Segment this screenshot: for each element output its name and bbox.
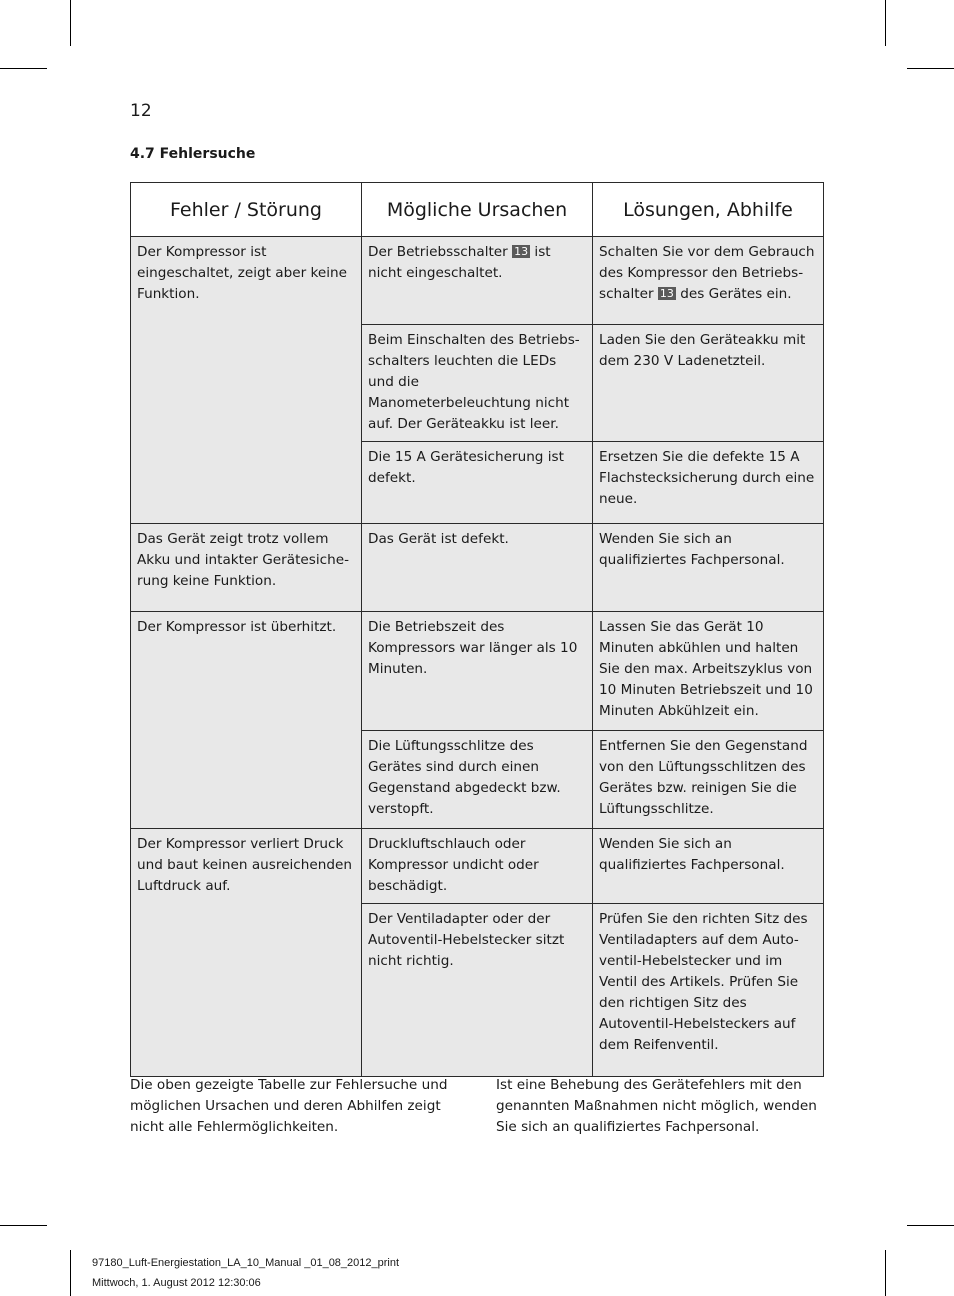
solution-cell: Ersetzen Sie die defekte 15 A Flachstecksicherung durch eine neue. (593, 442, 824, 524)
troubleshooting-table (130, 182, 824, 1077)
crop-mark-top-right-v (885, 0, 886, 46)
solution-cell: Lassen Sie das Gerät 10 Minuten abkühlen und halten Sie den max. Arbeitszyklus von 10 Minuten Betriebszeit und 10 Minuten Abkühlzeit ein. (593, 612, 824, 731)
table-row (131, 237, 824, 325)
solution-cell: Laden Sie den Geräteakku mit dem 230 V Ladenetzteil. (593, 325, 824, 442)
cause-cell: Druckluftschlauch oder Kompressor undicht oder beschädigt. (362, 829, 593, 904)
reference-number-badge: 13 (514, 245, 529, 258)
table-row (131, 524, 824, 612)
crop-mark-bottom-right-h (907, 1225, 954, 1226)
section-title: 4.7 Fehlersuche (130, 146, 256, 162)
solution-cell (593, 237, 824, 325)
header-solution: Lösungen, Abhilfe (593, 183, 824, 237)
footer-date: Mittwoch, 1. August 2012 12:30:06 (92, 1277, 261, 1289)
solution-text: Schalten Sie vor dem Gebrauch des Kompressor den Betriebsschalter (599, 244, 815, 302)
note-left: Die oben gezeigte Tabelle zur Fehlersuche und möglichen Ursachen und deren Abhilfen zeigt nicht alle Fehlermöglichkeiten. (130, 1077, 448, 1135)
cause-cell: Die Betriebszeit des Kompressors war länger als 10 Minuten. (362, 612, 593, 731)
table-row (131, 612, 824, 731)
cause-text: ist nicht eingeschaltet. (368, 244, 551, 281)
note-right: Ist eine Behebung des Gerätefehlers mit den genannten Maßnahmen nicht möglich, wenden Sie sich an qualifiziertes Fachpersonal. (496, 1077, 817, 1135)
fault-cell: Das Gerät zeigt trotz vollem Akku und intakter Gerätesicherung keine Funktion. (131, 524, 362, 612)
footer-filename: 97180_Luft-Energiestation_LA_10_Manual _01_08_2012_print (92, 1257, 400, 1269)
table-header-row (131, 183, 824, 237)
header-fault: Fehler / Störung (131, 183, 362, 237)
solution-cell: Wenden Sie sich an qualifiziertes Fachpersonal. (593, 829, 824, 904)
cause-cell (362, 237, 593, 325)
fault-cell: Der Kompressor verliert Druck und baut keinen ausreichenden Luftdruck auf. (131, 829, 362, 1077)
crop-mark-bottom-left-v (70, 1250, 71, 1296)
crop-mark-bottom-right-v (885, 1250, 886, 1296)
cause-cell: Das Gerät ist defekt. (362, 524, 593, 612)
crop-mark-top-left-v (70, 0, 71, 46)
cause-text: Der Betriebsschalter (368, 244, 513, 260)
cause-cell: Der Ventiladapter oder der Autoventil-Hebelstecker sitzt nicht richtig. (362, 904, 593, 1077)
cause-cell: Beim Einschalten des Betriebsschalters leuchten die LEDs und die Manometerbeleuchtung nicht auf. Der Geräteakku ist leer. (362, 325, 593, 442)
solution-cell: Entfernen Sie den Gegenstand von den Lüftungsschlitzen des Gerätes bzw. reinigen Sie die Lüftungsschlitze. (593, 731, 824, 829)
cause-cell: Die 15 A Gerätesicherung ist defekt. (362, 442, 593, 524)
cause-cell: Die Lüftungsschlitze des Gerätes sind durch einen Gegenstand abgedeckt bzw. verstopft. (362, 731, 593, 829)
table-row (131, 829, 824, 904)
reference-number-badge: 13 (659, 287, 674, 300)
crop-mark-top-left-h (0, 68, 47, 69)
solution-text: des Gerätes ein. (675, 286, 792, 302)
header-cause: Mögliche Ursachen (362, 183, 593, 237)
crop-mark-top-right-h (907, 68, 954, 69)
solution-cell: Wenden Sie sich an qualifiziertes Fachpersonal. (593, 524, 824, 612)
fault-cell: Der Kompressor ist überhitzt. (131, 612, 362, 829)
page-number: 12 (130, 101, 152, 121)
solution-cell: Prüfen Sie den richten Sitz des Ventiladapters auf dem Autoventil-Hebelstecker und im Ventil des Artikels. Prüfen Sie den richtigen Sitz des Autoventil-Hebelsteckers auf dem Reifenventil. (593, 904, 824, 1077)
fault-cell: Der Kompressor ist eingeschaltet, zeigt aber keine Funktion. (131, 237, 362, 524)
crop-mark-bottom-left-h (0, 1225, 47, 1226)
